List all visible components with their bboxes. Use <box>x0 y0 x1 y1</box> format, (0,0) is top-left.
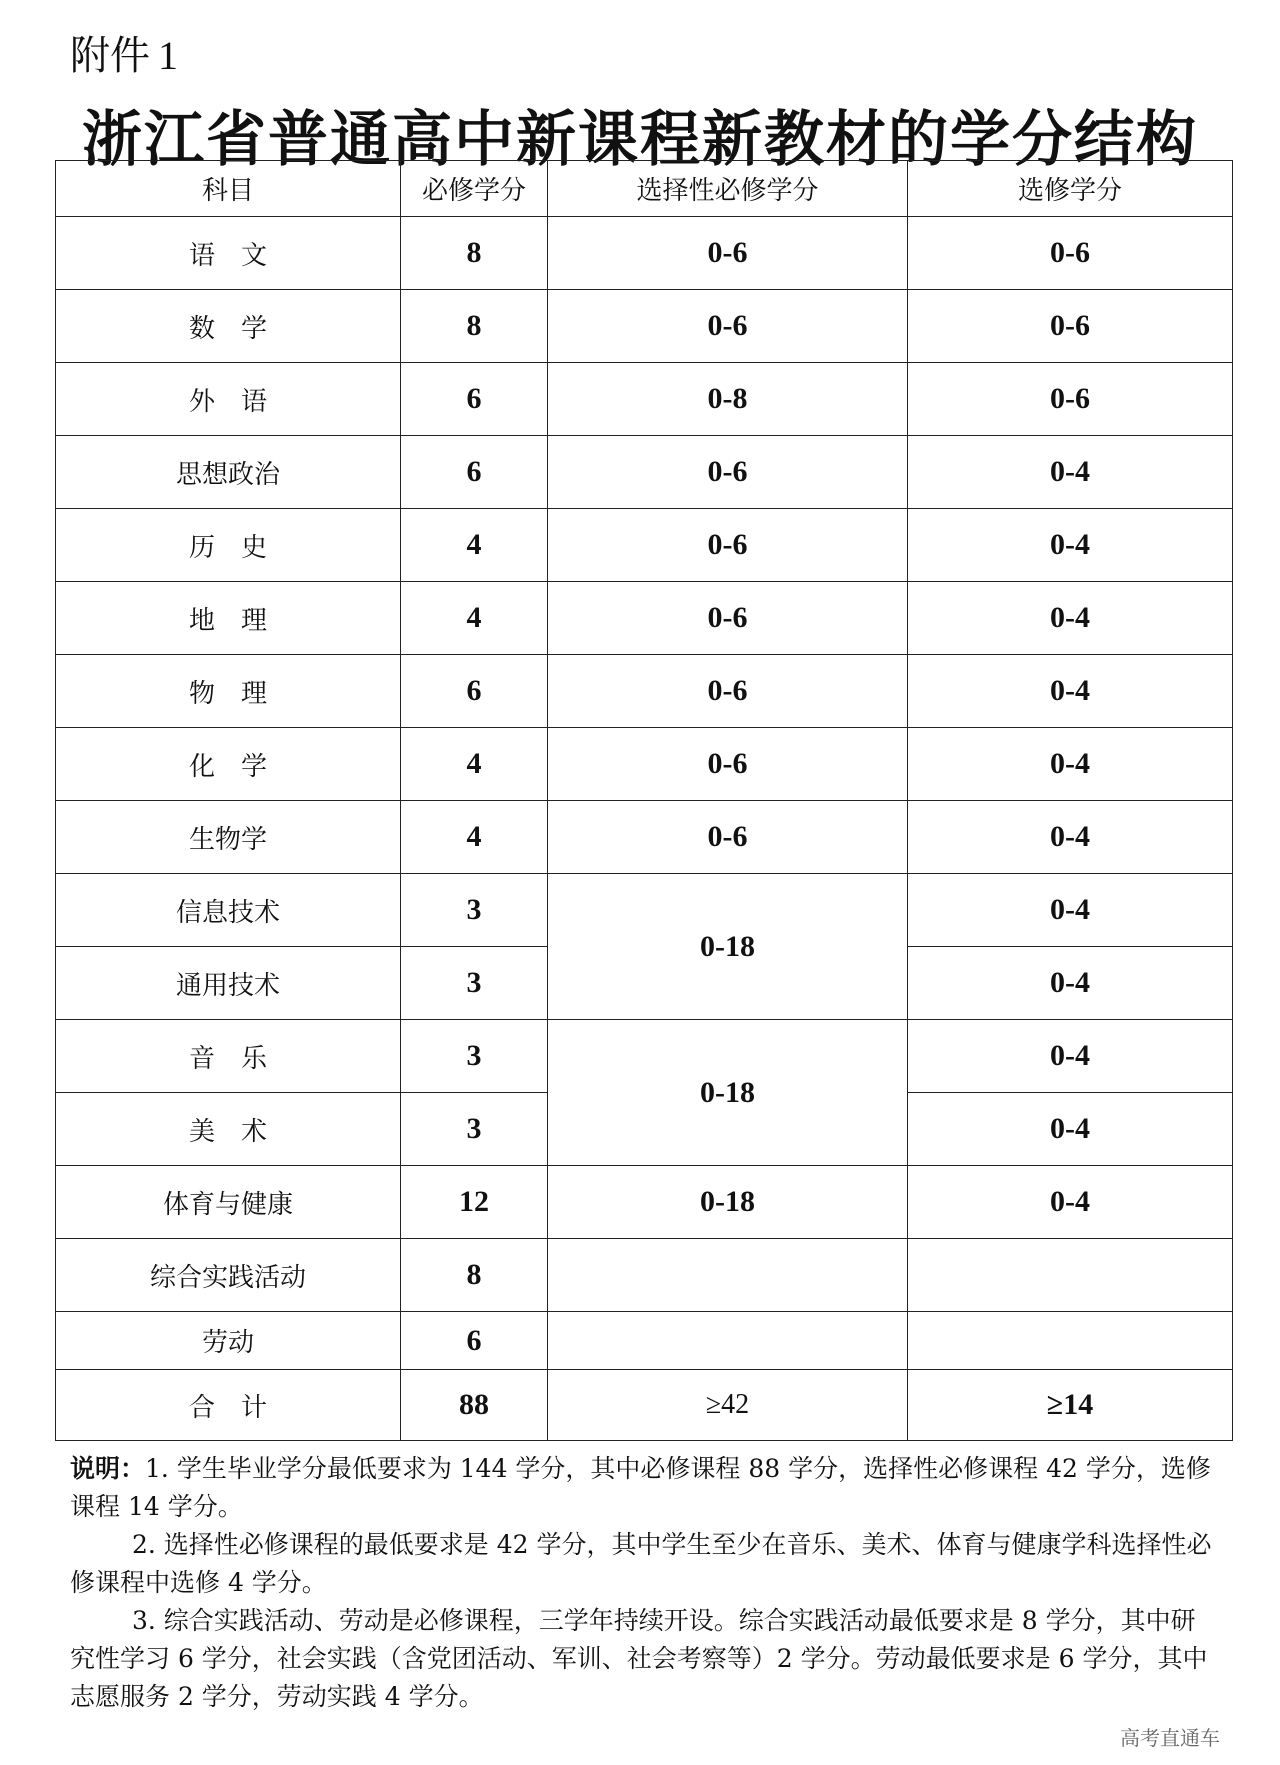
attachment-label <box>70 24 178 81</box>
selective-cell: 0-8 <box>548 363 908 436</box>
table-row <box>56 290 1233 363</box>
header-selective: 选择性必修学分 <box>548 161 908 217</box>
subject-cell: 综合实践活动 <box>56 1239 401 1312</box>
table-row <box>56 509 1233 582</box>
elective-cell: 0-6 <box>908 363 1233 436</box>
table-row <box>56 1312 1233 1370</box>
selective-merged-cell: 0-18 <box>548 1020 908 1166</box>
table-row <box>56 582 1233 655</box>
selective-cell <box>548 1312 908 1370</box>
subject-cell: 美 术 <box>56 1093 401 1166</box>
required-cell: 3 <box>401 1093 548 1166</box>
table-row <box>56 217 1233 290</box>
subject-cell: 音 乐 <box>56 1020 401 1093</box>
header-elective: 选修学分 <box>908 161 1233 217</box>
required-cell: 12 <box>401 1166 548 1239</box>
note-2: 2. 选择性必修课程的最低要求是 42 学分，其中学生至少在音乐、美术、体育与健康学科选择性必修课程中选修 4 学分。 <box>70 1530 1212 1597</box>
subject-cell: 历 史 <box>56 509 401 582</box>
total-label-cell: 合 计 <box>56 1370 401 1441</box>
subject-cell: 信息技术 <box>56 874 401 947</box>
subject-cell: 通用技术 <box>56 947 401 1020</box>
notes-section <box>70 1450 1220 1716</box>
elective-cell: 0-4 <box>908 509 1233 582</box>
table-header-row <box>56 161 1233 217</box>
attachment-number: 1 <box>158 33 178 78</box>
subject-cell: 体育与健康 <box>56 1166 401 1239</box>
header-required: 必修学分 <box>401 161 548 217</box>
elective-cell: 0-4 <box>908 1166 1233 1239</box>
subject-cell: 劳动 <box>56 1312 401 1370</box>
required-cell: 3 <box>401 874 548 947</box>
required-cell: 3 <box>401 947 548 1020</box>
subject-cell: 地 理 <box>56 582 401 655</box>
elective-cell: 0-4 <box>908 582 1233 655</box>
selective-cell: 0-6 <box>548 655 908 728</box>
required-cell: 8 <box>401 290 548 363</box>
elective-cell <box>908 1312 1233 1370</box>
subject-cell: 生物学 <box>56 801 401 874</box>
required-cell: 4 <box>401 582 548 655</box>
watermark: 高考直通车 <box>1120 1726 1220 1750</box>
table-row <box>56 655 1233 728</box>
table-row <box>56 1020 1233 1093</box>
elective-cell: 0-4 <box>908 1093 1233 1166</box>
required-cell: 8 <box>401 217 548 290</box>
required-cell: 6 <box>401 436 548 509</box>
subject-cell: 思想政治 <box>56 436 401 509</box>
selective-merged-cell: 0-18 <box>548 874 908 1020</box>
selective-cell: 0-18 <box>548 1166 908 1239</box>
elective-cell: 0-6 <box>908 290 1233 363</box>
selective-cell: 0-6 <box>548 728 908 801</box>
elective-cell: 0-4 <box>908 728 1233 801</box>
table-row <box>56 801 1233 874</box>
header-subject: 科目 <box>56 161 401 217</box>
required-cell: 8 <box>401 1239 548 1312</box>
subject-cell: 语 文 <box>56 217 401 290</box>
subject-cell: 化 学 <box>56 728 401 801</box>
selective-cell: 0-6 <box>548 436 908 509</box>
elective-cell: 0-4 <box>908 801 1233 874</box>
table-row <box>56 436 1233 509</box>
elective-cell: 0-4 <box>908 874 1233 947</box>
credit-structure-table <box>55 160 1233 1441</box>
total-elective-cell: ≥14 <box>908 1370 1233 1441</box>
total-required-cell: 88 <box>401 1370 548 1441</box>
table-row <box>56 1239 1233 1312</box>
elective-cell: 0-6 <box>908 217 1233 290</box>
total-selective-cell: ≥42 <box>548 1370 908 1441</box>
elective-cell <box>908 1239 1233 1312</box>
table-total-row <box>56 1370 1233 1441</box>
required-cell: 4 <box>401 728 548 801</box>
notes-lead: 说明： <box>70 1454 146 1483</box>
note-3: 3. 综合实践活动、劳动是必修课程，三学年持续开设。综合实践活动最低要求是 8 学分，其中研究性学习 6 学分，社会实践（含党团活动、军训、社会考察等）2 学分。劳动最低要求是 6 学分，其中志愿服务 2 学分，劳动实践 4 学分。 <box>70 1606 1208 1711</box>
elective-cell: 0-4 <box>908 655 1233 728</box>
required-cell: 3 <box>401 1020 548 1093</box>
table-row <box>56 363 1233 436</box>
selective-cell: 0-6 <box>548 582 908 655</box>
table-row <box>56 1166 1233 1239</box>
note-1 <box>70 1450 1220 1526</box>
required-cell: 4 <box>401 509 548 582</box>
page-title: 浙江省普通高中新课程新教材的学分结构 <box>82 105 1198 175</box>
subject-cell: 外 语 <box>56 363 401 436</box>
selective-cell <box>548 1239 908 1312</box>
subject-cell: 数 学 <box>56 290 401 363</box>
required-cell: 6 <box>401 655 548 728</box>
required-cell: 6 <box>401 363 548 436</box>
subject-cell: 物 理 <box>56 655 401 728</box>
selective-cell: 0-6 <box>548 801 908 874</box>
table-row <box>56 728 1233 801</box>
selective-cell: 0-6 <box>548 217 908 290</box>
selective-cell: 0-6 <box>548 509 908 582</box>
elective-cell: 0-4 <box>908 1020 1233 1093</box>
note-1-text: 1. 学生毕业学分最低要求为 144 学分，其中必修课程 88 学分，选择性必修课程 42 学分，选修课程 14 学分。 <box>70 1454 1211 1521</box>
required-cell: 4 <box>401 801 548 874</box>
attachment-text: 附件 <box>70 33 150 79</box>
table-row <box>56 874 1233 947</box>
elective-cell: 0-4 <box>908 436 1233 509</box>
elective-cell: 0-4 <box>908 947 1233 1020</box>
required-cell: 6 <box>401 1312 548 1370</box>
selective-cell: 0-6 <box>548 290 908 363</box>
